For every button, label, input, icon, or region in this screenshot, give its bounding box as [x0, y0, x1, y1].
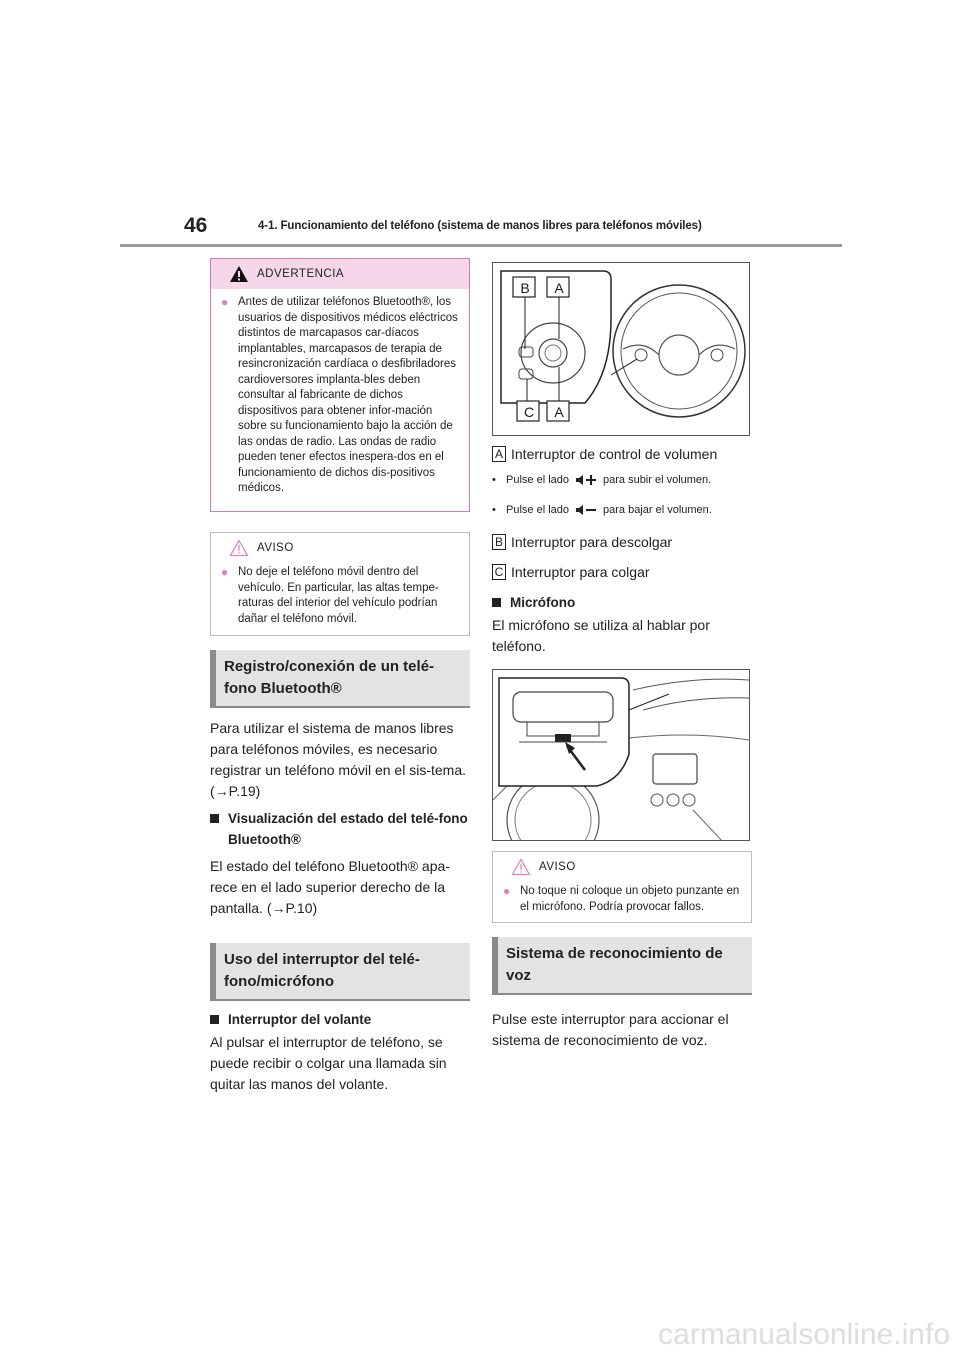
section-heading-reconocimiento: Sistema de reconocimiento de voz [492, 937, 752, 995]
notice-title-bar [211, 533, 469, 563]
notice-text: No toque ni coloque un objeto punzante en el micrófono. Podría provocar fallos. [520, 885, 740, 913]
warning-box [210, 258, 470, 512]
warning-body [211, 289, 469, 507]
notice-text: No deje el teléfono móvil dentro del vehículo. En particular, las altas tempe-raturas del interior del vehículo podrían dañar el teléfono móvil. [238, 566, 439, 625]
figure-label-b: B [520, 280, 530, 296]
warning-title: ADVERTENCIA [257, 268, 345, 280]
caution-icon [511, 858, 531, 876]
left-column [210, 258, 470, 1095]
small-bullet-icon: • [492, 474, 496, 486]
figure-label-a-top: A [554, 280, 564, 296]
warning-icon [229, 265, 249, 283]
subheading-visualizacion: Visualización del estado del telé-fono Bluetooth® [210, 808, 470, 850]
notice-title-bar [493, 852, 751, 882]
legend-c [492, 562, 752, 582]
notice-box-2 [492, 851, 752, 923]
legend-a [492, 444, 752, 464]
square-bullet-icon [492, 598, 501, 607]
figure-label-a-bottom: A [554, 404, 564, 420]
header-rule [120, 244, 842, 247]
page-number: 46 [184, 214, 208, 237]
bullet-icon: ● [503, 884, 511, 898]
volume-up-icon [575, 474, 597, 486]
section-heading-registro: Registro/conexión de un telé-fono Bluetooth® [210, 650, 470, 708]
registro-paragraph: Para utilizar el sistema de manos libres para teléfonos móviles, es necesario registrar un teléfono móvil en el sis-tema. (→P.19) [210, 720, 466, 799]
notice-box-1 [210, 532, 470, 636]
bullet-icon: ● [221, 565, 229, 579]
figure-label-c: C [523, 404, 535, 420]
warning-text: Antes de utilizar teléfonos Bluetooth®, los usuarios de dispositivos médicos eléctricos distintos de marcapasos car-díacos implantables, marcapasos de terapia de resincronización cardíaca o desfibriladores cardioversores implanta-bles deben consultar al fabricante de dichos dispositivos para obtener infor-mación sobre su funcionamiento bajo la acción de las ondas de radio. Las ondas de radio pueden tener efectos inespera-dos en el funcionamiento de dichos dis-positivos médicos. [238, 296, 458, 494]
caution-icon [229, 539, 249, 557]
right-column [492, 262, 752, 1051]
legend-c-label: C [492, 564, 506, 580]
running-head: 4-1. Funcionamiento del teléfono (sistema de manos libres para teléfonos móviles) [258, 220, 702, 232]
volume-down-line: • Pulse el lado para bajar el volumen. [492, 504, 712, 516]
legend-b-text: Interruptor para descolgar [511, 534, 673, 550]
legend-a-text: Interruptor de control de volumen [511, 446, 718, 462]
legend-c-text: Interruptor para colgar [511, 564, 650, 580]
steering-wheel-figure [492, 262, 750, 436]
warning-title-bar [211, 259, 469, 289]
interruptor-paragraph: Al pulsar el interruptor de teléfono, se puede recibir o colgar una llamada sin quitar las manos del volante. [210, 1034, 447, 1092]
section-heading-uso: Uso del interruptor del telé-fono/micrófono [210, 943, 470, 1001]
small-bullet-icon: • [492, 504, 496, 516]
visualizacion-paragraph: El estado del teléfono Bluetooth® apa-rece en el lado superior derecho de la pantalla. (→P.10) [210, 858, 450, 916]
volume-down-icon [575, 504, 597, 516]
notice-body [211, 563, 469, 637]
legend-a-label: A [492, 446, 506, 462]
reconocimiento-paragraph: Pulse este interruptor para accionar el sistema de reconocimiento de voz. [492, 1011, 729, 1048]
legend-b [492, 532, 752, 552]
notice-body [493, 882, 751, 925]
microphone-figure [492, 669, 750, 841]
subheading-microfono: Micrófono [492, 592, 752, 613]
square-bullet-icon [210, 814, 219, 823]
notice-title: AVISO [539, 861, 576, 873]
notice-title: AVISO [257, 542, 294, 554]
bullet-icon: ● [221, 295, 229, 309]
subheading-interruptor-volante: Interruptor del volante [210, 1009, 470, 1030]
watermark: carmanualsonline.info [658, 1318, 950, 1351]
microfono-paragraph: El micrófono se utiliza al hablar por teléfono. [492, 617, 710, 654]
legend-b-label: B [492, 534, 506, 550]
volume-up-line: • Pulse el lado para subir el volumen. [492, 474, 712, 486]
square-bullet-icon [210, 1015, 219, 1024]
microphone-illustration [493, 670, 750, 841]
